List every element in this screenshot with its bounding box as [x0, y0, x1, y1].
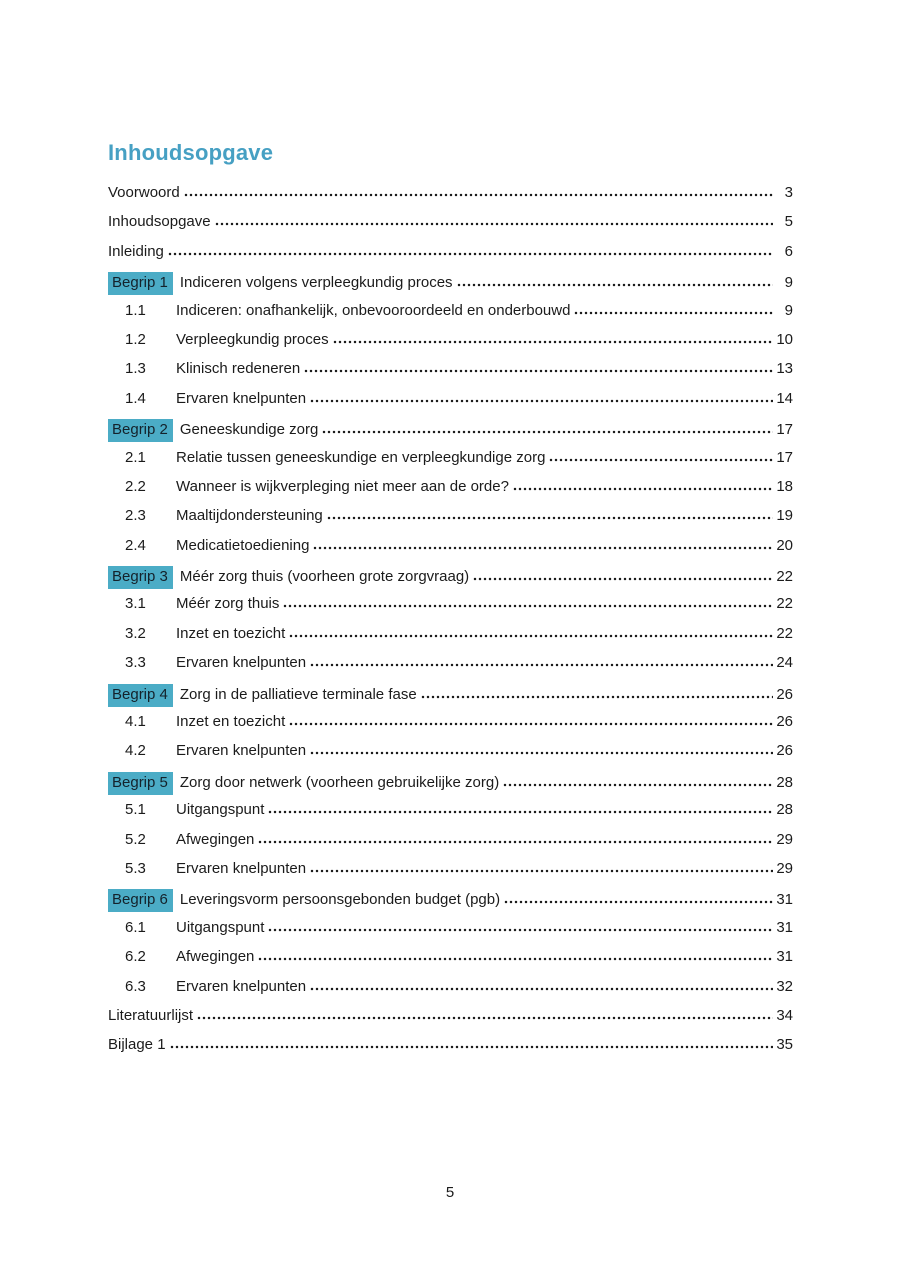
toc-entry-number: 2.4: [125, 536, 146, 554]
toc-entry[interactable]: [108, 507, 793, 536]
toc-entry-page: 9: [784, 274, 793, 292]
toc-entry-label: Indiceren volgens verpleegkundig proces: [179, 274, 453, 292]
dot-leader: [168, 252, 773, 256]
toc-entry-number: 4.2: [125, 742, 146, 760]
toc-entry-number: 6.2: [125, 948, 146, 966]
toc-entry-page: 22: [776, 568, 793, 586]
toc-entry-label: Méér zorg thuis: [176, 595, 280, 613]
dot-leader: [473, 577, 773, 581]
dot-leader: [310, 869, 773, 873]
toc-entry-number: 4.1: [125, 713, 146, 731]
toc-entry-label: Ervaren knelpunten: [176, 977, 307, 995]
toc-entry[interactable]: [108, 831, 793, 860]
toc-entry-label: Uitgangspunt: [176, 801, 265, 819]
toc-entry[interactable]: [108, 566, 793, 595]
toc-entry[interactable]: [108, 919, 793, 948]
dot-leader: [504, 900, 773, 904]
toc-entry-page: 31: [776, 891, 793, 909]
dot-leader: [310, 751, 773, 755]
toc-entry-page: 31: [776, 918, 793, 936]
toc-entry-label: Ervaren knelpunten: [176, 859, 307, 877]
begrip-highlight-badge: Begrip 1: [108, 272, 173, 295]
toc-entry[interactable]: [108, 860, 793, 889]
toc-entry-label: Afwegingen: [176, 830, 255, 848]
toc-entry[interactable]: [108, 419, 793, 448]
toc-entry-page: 17: [776, 421, 793, 439]
toc-entry[interactable]: [108, 478, 793, 507]
dot-leader: [258, 957, 773, 961]
toc-entry-page: 6: [784, 242, 793, 260]
dot-leader: [310, 399, 773, 403]
toc-entry-page: 18: [776, 477, 793, 495]
page-content: [108, 140, 793, 1066]
toc-entry[interactable]: [108, 595, 793, 624]
begrip-highlight-badge: Begrip 2: [108, 419, 173, 442]
dot-leader: [421, 695, 773, 699]
toc-entry[interactable]: [108, 625, 793, 654]
dot-leader: [258, 840, 773, 844]
toc-entry[interactable]: [108, 184, 793, 213]
toc-entry[interactable]: [108, 449, 793, 478]
toc-entry-label: Maaltijdondersteuning: [176, 507, 323, 525]
page-number: 5: [445, 1184, 455, 1201]
dot-leader: [513, 487, 773, 491]
toc-entry[interactable]: [108, 213, 793, 242]
toc-entry-number: 3.1: [125, 595, 146, 613]
dot-leader: [310, 987, 773, 991]
toc-entry-label: Uitgangspunt: [176, 918, 265, 936]
toc-entry-page: 34: [776, 1006, 793, 1024]
toc-entry[interactable]: [108, 360, 793, 389]
toc-entry-page: 29: [776, 830, 793, 848]
toc-entry-number: 6.3: [125, 977, 146, 995]
dot-leader: [313, 546, 773, 550]
begrip-highlight-badge: Begrip 3: [108, 566, 173, 589]
toc-entry-page: 20: [776, 536, 793, 554]
toc-entry-number: 3.3: [125, 654, 146, 672]
toc-entry-page: 10: [776, 330, 793, 348]
toc-entry-label: Literatuurlijst: [108, 1006, 194, 1024]
toc-entry-number: 1.2: [125, 330, 146, 348]
toc-entry-label: Afwegingen: [176, 948, 255, 966]
toc-entry-page: 9: [784, 301, 793, 319]
toc-entry-label: Relatie tussen geneeskundige en verpleegkundige zorg: [176, 448, 546, 466]
toc-entry-label: Inzet en toezicht: [176, 624, 286, 642]
toc-entry[interactable]: [108, 742, 793, 771]
toc-entry[interactable]: [108, 272, 793, 301]
toc-entry-page: 31: [776, 948, 793, 966]
toc-entry[interactable]: [108, 537, 793, 566]
toc-entry-page: 32: [776, 977, 793, 995]
toc-entry[interactable]: [108, 1007, 793, 1036]
toc-entry[interactable]: [108, 1036, 793, 1065]
toc-entry-number: 2.3: [125, 507, 146, 525]
dot-leader: [333, 340, 773, 344]
toc-entry[interactable]: [108, 331, 793, 360]
begrip-highlight-badge: Begrip 4: [108, 684, 173, 707]
toc-entry-number: 5.2: [125, 830, 146, 848]
dot-leader: [215, 222, 773, 226]
dot-leader: [310, 663, 773, 667]
toc-entry[interactable]: [108, 390, 793, 419]
toc-entry-label: Inhoudsopgave: [108, 213, 211, 231]
toc-entry-page: 13: [776, 360, 793, 378]
toc-entry-page: 3: [784, 184, 793, 201]
toc-entry[interactable]: [108, 801, 793, 830]
toc-entry[interactable]: [108, 243, 793, 272]
page-title: Inhoudsopgave: [108, 140, 274, 165]
toc-entry-number: 3.2: [125, 624, 146, 642]
dot-leader: [283, 604, 773, 608]
toc-entry-page: 35: [776, 1036, 793, 1054]
toc-entry-label: Leveringsvorm persoonsgebonden budget (pgb): [179, 891, 501, 909]
toc-entry-number: 2.1: [125, 448, 146, 466]
dot-leader: [503, 783, 773, 787]
toc-entry-label: Zorg in de palliatieve terminale fase: [179, 685, 417, 703]
toc-entry-label: Voorwoord: [108, 184, 180, 201]
toc-entry-page: 26: [776, 685, 793, 703]
toc-entry-number: 5.3: [125, 859, 146, 877]
toc-entry-number: 1.1: [125, 301, 146, 319]
toc-entry[interactable]: [108, 654, 793, 683]
toc-entry-page: 26: [776, 742, 793, 760]
toc-entry-label: Wanneer is wijkverpleging niet meer aan de orde?: [176, 477, 509, 495]
toc-entry[interactable]: [108, 948, 793, 977]
begrip-highlight-badge: Begrip 5: [108, 772, 173, 795]
toc-entry-page: 24: [776, 654, 793, 672]
toc-entry[interactable]: [108, 889, 793, 918]
dot-leader: [184, 193, 773, 197]
dot-leader: [327, 516, 773, 520]
toc-entry-label: Verpleegkundig proces: [176, 330, 329, 348]
dot-leader: [170, 1045, 773, 1049]
table-of-contents: [108, 184, 793, 1066]
toc-entry-label: Indiceren: onafhankelijk, onbevooroordeeld en onderbouwd: [176, 301, 571, 319]
toc-entry-label: Ervaren knelpunten: [176, 654, 307, 672]
toc-entry-number: 6.1: [125, 918, 146, 936]
toc-entry-label: Méér zorg thuis (voorheen grote zorgvraag): [179, 568, 470, 586]
dot-leader: [268, 928, 773, 932]
toc-entry-page: 19: [776, 507, 793, 525]
toc-entry-number: 1.4: [125, 389, 146, 407]
toc-entry-number: 1.3: [125, 360, 146, 378]
dot-leader: [289, 634, 773, 638]
begrip-highlight-badge: Begrip 6: [108, 889, 173, 912]
toc-entry-label: Medicatietoediening: [176, 536, 310, 554]
toc-entry-page: 28: [776, 801, 793, 819]
toc-entry-page: 26: [776, 713, 793, 731]
toc-entry-page: 5: [784, 213, 793, 231]
toc-entry-label: Inleiding: [108, 242, 164, 260]
dot-leader: [289, 722, 773, 726]
toc-entry-label: Ervaren knelpunten: [176, 389, 307, 407]
toc-entry[interactable]: [108, 302, 793, 331]
toc-entry-page: 29: [776, 859, 793, 877]
dot-leader: [457, 283, 773, 287]
toc-entry-label: Inzet en toezicht: [176, 713, 286, 731]
toc-entry-label: Geneeskundige zorg: [179, 421, 319, 439]
toc-entry-label: Klinisch redeneren: [176, 360, 301, 378]
toc-entry-page: 28: [776, 773, 793, 791]
toc-entry-number: 2.2: [125, 477, 146, 495]
dot-leader: [304, 369, 773, 373]
dot-leader: [574, 311, 773, 315]
toc-entry[interactable]: [108, 684, 793, 713]
toc-entry-page: 14: [776, 389, 793, 407]
toc-entry-label: Ervaren knelpunten: [176, 742, 307, 760]
toc-entry-number: 5.1: [125, 801, 146, 819]
toc-entry-page: 22: [776, 595, 793, 613]
dot-leader: [197, 1016, 773, 1020]
toc-entry-label: Bijlage 1: [108, 1036, 166, 1054]
toc-entry-label: Zorg door netwerk (voorheen gebruikelijke zorg): [179, 773, 500, 791]
toc-entry-page: 22: [776, 624, 793, 642]
toc-entry[interactable]: [108, 713, 793, 742]
toc-entry-page: 17: [776, 448, 793, 466]
toc-entry[interactable]: [108, 978, 793, 1007]
dot-leader: [322, 430, 773, 434]
dot-leader: [549, 458, 773, 462]
toc-entry[interactable]: [108, 772, 793, 801]
dot-leader: [268, 810, 773, 814]
